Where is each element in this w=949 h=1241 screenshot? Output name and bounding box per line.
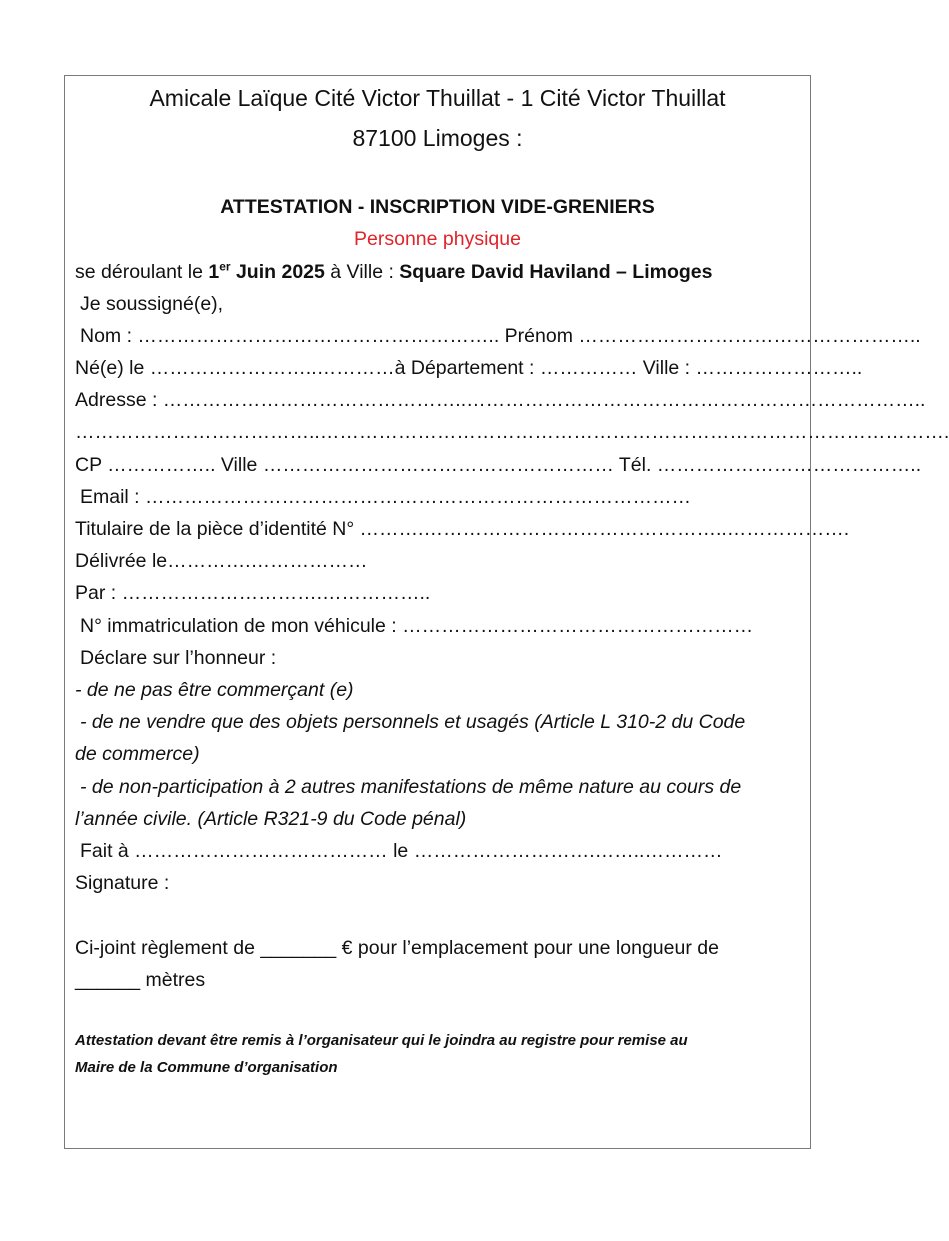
made-at-field[interactable]: Fait à ………………………………… le ……………………….……..………… <box>80 840 723 862</box>
declaration-item-2-continued: de commerce) <box>75 743 200 765</box>
address-field[interactable]: Adresse : ………………………………………..…………………………………………………………….. <box>75 389 926 411</box>
declaration-heading: Déclare sur l’honneur : <box>80 647 277 669</box>
signature-field[interactable]: Signature : <box>75 872 170 894</box>
document-title: ATTESTATION - INSCRIPTION VIDE-GRENIERS <box>220 196 655 218</box>
event-place: Square David Haviland – Limoges <box>399 261 713 283</box>
address-field-continued[interactable]: ………………………………..……………………………………………………………………………………. <box>75 421 949 443</box>
vehicle-plate-field[interactable]: N° immatriculation de mon véhicule : ……………………………………………… <box>80 615 754 637</box>
header-address-line2: 87100 Limoges : <box>352 125 523 151</box>
issued-by-field[interactable]: Par : ………………………….…………….. <box>75 582 431 604</box>
payment-line-continued[interactable]: ______ mètres <box>75 969 206 991</box>
undersigned-label: Je soussigné(e), <box>80 293 224 315</box>
email-field[interactable]: Email : ………………………………………………………………………… <box>80 486 692 508</box>
event-line <box>75 256 800 288</box>
declaration-item-1: - de ne pas être commerçant (e) <box>75 679 354 701</box>
header-address-line1: Amicale Laïque Cité Victor Thuillat - 1 Cité Victor Thuillat <box>149 85 726 111</box>
name-field[interactable]: Nom : ……………………………………………….. Prénom …………………………………………….. <box>80 325 921 347</box>
event-day: 1 <box>208 261 220 283</box>
declaration-item-3-continued: l’année civile. (Article R321-9 du Code pénal) <box>75 808 467 830</box>
event-middle: à Ville : <box>324 261 400 283</box>
legal-note-continued: Maire de la Commune d’organisation <box>75 1059 338 1076</box>
issued-date-field[interactable]: Délivrée le………….……………… <box>75 550 368 572</box>
declaration-item-3: - de non-participation à 2 autres manifestations de même nature au cours de <box>80 776 742 798</box>
declaration-item-2: - de ne vendre que des objets personnels et usagés (Article L 310-2 du Code <box>80 711 746 733</box>
document-subtitle: Personne physique <box>354 228 521 250</box>
event-prefix: se déroulant le <box>75 261 209 283</box>
event-day-sup: er <box>219 259 231 274</box>
birth-field[interactable]: Né(e) le ……………………..…………à Département : …………… Ville : …………………….. <box>75 357 863 379</box>
payment-line[interactable]: Ci-joint règlement de _______ € pour l’emplacement pour une longueur de <box>75 937 719 959</box>
id-card-field[interactable]: Titulaire de la pièce d’identité N° ……….………………………………………..………………. <box>75 518 850 540</box>
postal-city-phone-field[interactable]: CP …………….. Ville ……………………………………………… Tél. ………………………………….. <box>75 454 922 476</box>
event-date: Juin 2025 <box>230 261 325 283</box>
legal-note: Attestation devant être remis à l’organisateur qui le joindra au registre pour remise au <box>75 1032 688 1049</box>
